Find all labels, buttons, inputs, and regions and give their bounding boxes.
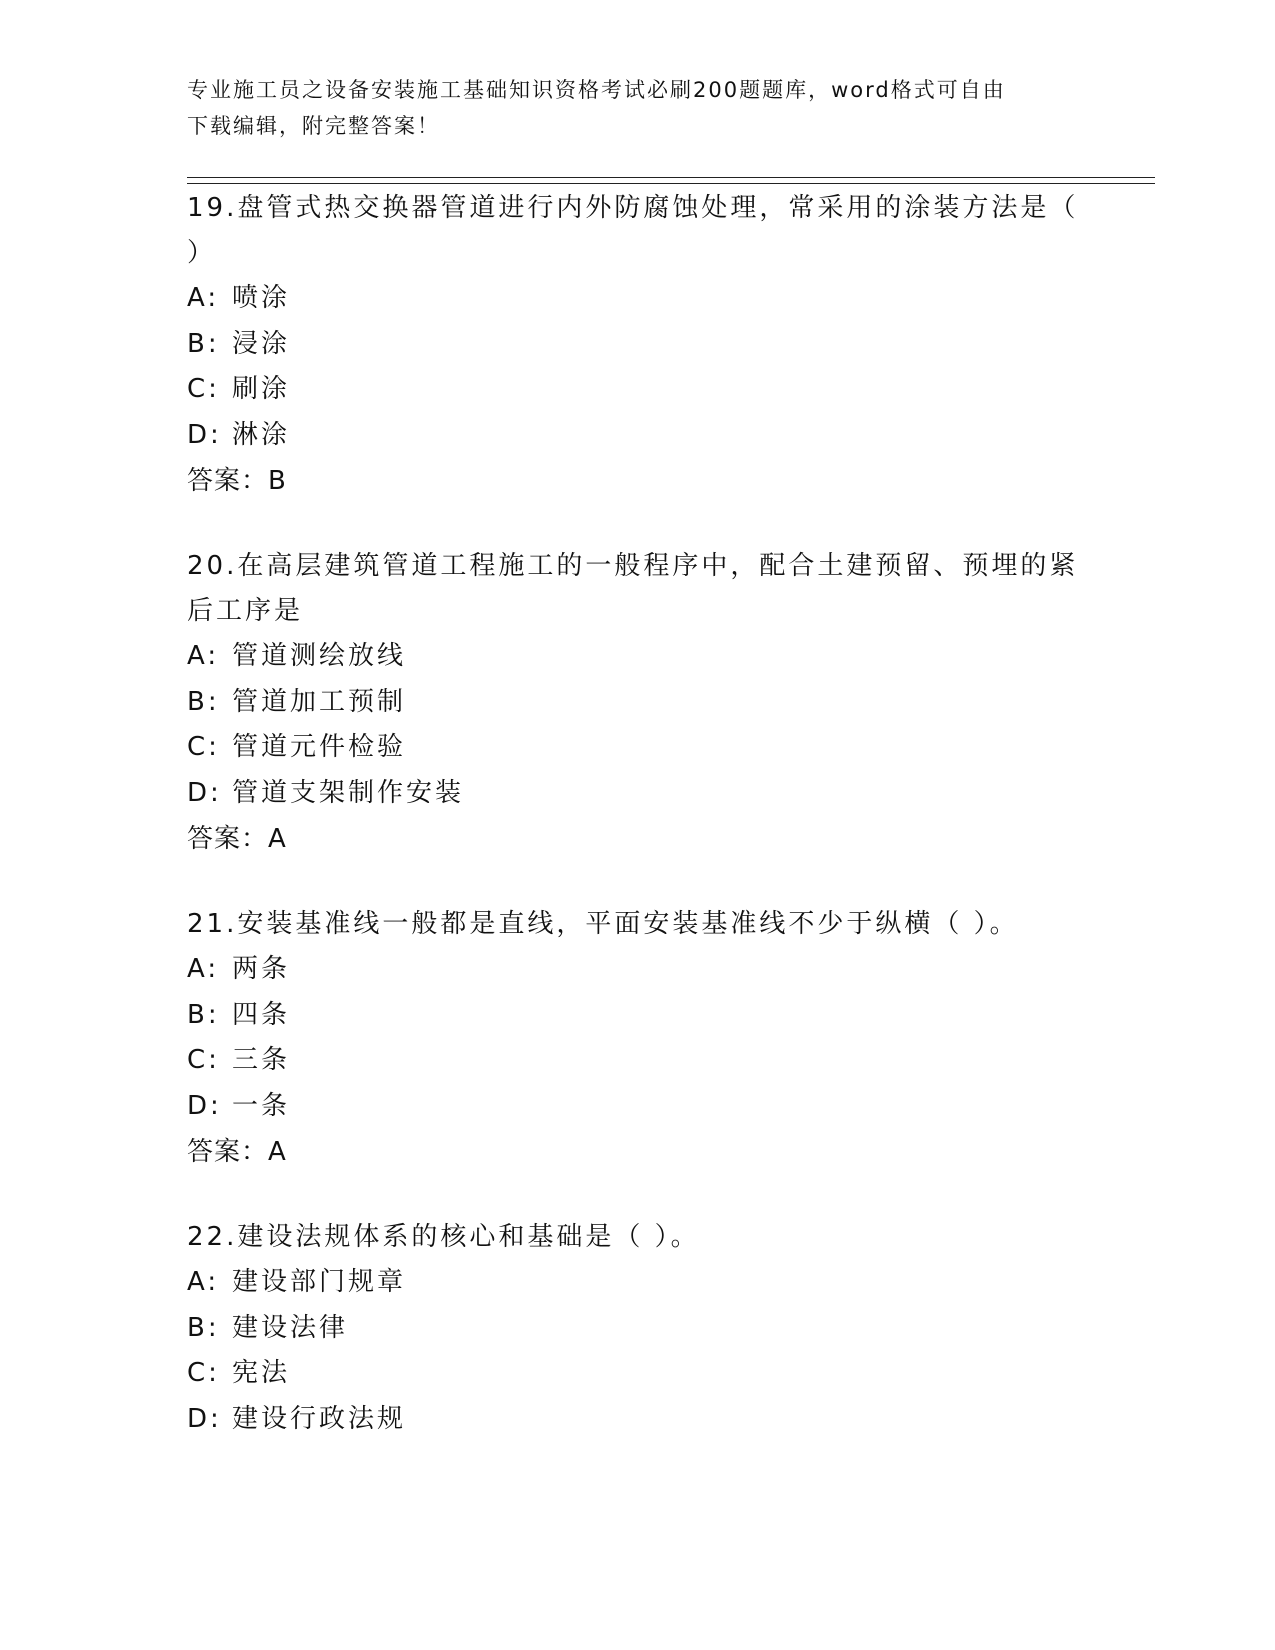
question-stem-line: 20.在高层建筑管道工程施工的一般程序中，配合土建预留、预埋的紧: [187, 551, 1079, 581]
option-text: 一条: [232, 1090, 291, 1121]
option-text: 四条: [232, 999, 291, 1030]
question-21: [187, 902, 1087, 1175]
option-text: 三条: [232, 1045, 291, 1075]
option-text: 两条: [232, 954, 291, 984]
option-d: [187, 1397, 1087, 1443]
question-stem-line: 21.安装基准线一般都是直线，平面安装基准线不少于纵横（ ）。: [187, 909, 1019, 939]
question-stem-line: 后工序是: [187, 596, 304, 626]
option-c: [187, 1351, 1087, 1397]
option-key: A:: [187, 283, 220, 313]
option-text: 管道支架制作安装: [232, 777, 465, 808]
option-key: A:: [187, 1267, 220, 1297]
question-19: [187, 186, 1087, 504]
option-c: [187, 725, 1087, 771]
option-text: 淋涂: [232, 419, 291, 450]
option-b: [187, 993, 1087, 1039]
header-line-2: 下载编辑，附完整答案！: [187, 114, 440, 138]
header-line-1: 专业施工员之设备安装施工基础知识资格考试必刷200题题库，word格式可自由: [187, 78, 1006, 102]
option-c: [187, 367, 1087, 413]
option-key: D:: [187, 1090, 222, 1121]
answer-line: 答案：B: [187, 466, 287, 496]
option-key: A:: [187, 641, 220, 671]
option-key: B:: [187, 686, 220, 717]
option-b: [187, 680, 1087, 726]
option-key: A:: [187, 954, 220, 984]
option-key: D:: [187, 1403, 222, 1434]
question-list: [187, 186, 1087, 1482]
question-stem: [187, 544, 1087, 634]
option-d: [187, 413, 1087, 459]
option-text: 管道加工预制: [232, 686, 407, 717]
question-20: [187, 544, 1087, 862]
document-header: [187, 72, 1087, 144]
option-key: C:: [187, 374, 220, 404]
option-key: C:: [187, 732, 220, 762]
question-22: [187, 1215, 1087, 1442]
option-key: B:: [187, 999, 220, 1030]
header-divider-top: [187, 177, 1155, 178]
option-text: 喷涂: [232, 283, 291, 313]
option-key: D:: [187, 777, 222, 808]
option-c: [187, 1038, 1087, 1084]
option-key: D:: [187, 419, 222, 450]
option-d: [187, 771, 1087, 817]
option-text: 宪法: [232, 1358, 291, 1388]
option-text: 建设行政法规: [232, 1403, 407, 1434]
option-text: 管道测绘放线: [232, 641, 407, 671]
question-stem-line: 22.建设法规体系的核心和基础是（ ）。: [187, 1222, 700, 1252]
option-b: [187, 322, 1087, 368]
question-stem: [187, 186, 1087, 276]
option-a: [187, 947, 1087, 993]
option-text: 刷涂: [232, 374, 291, 404]
option-a: [187, 276, 1087, 322]
option-text: 管道元件检验: [232, 732, 407, 762]
question-stem-line: 19.盘管式热交换器管道进行内外防腐蚀处理，常采用的涂装方法是（: [187, 193, 1079, 223]
option-a: [187, 1260, 1087, 1306]
answer-line: 答案：A: [187, 824, 287, 854]
question-stem: [187, 1215, 1087, 1260]
option-text: 浸涂: [232, 328, 291, 359]
option-key: B:: [187, 1312, 220, 1343]
option-a: [187, 634, 1087, 680]
question-stem: [187, 902, 1087, 947]
option-key: C:: [187, 1358, 220, 1388]
option-key: B:: [187, 328, 220, 359]
option-key: C:: [187, 1045, 220, 1075]
option-b: [187, 1306, 1087, 1352]
question-stem-line: ）: [187, 238, 217, 268]
option-text: 建设部门规章: [232, 1267, 407, 1297]
answer-line: 答案：A: [187, 1137, 287, 1167]
header-divider-bottom: [187, 183, 1155, 184]
option-text: 建设法律: [232, 1312, 349, 1343]
option-d: [187, 1084, 1087, 1130]
